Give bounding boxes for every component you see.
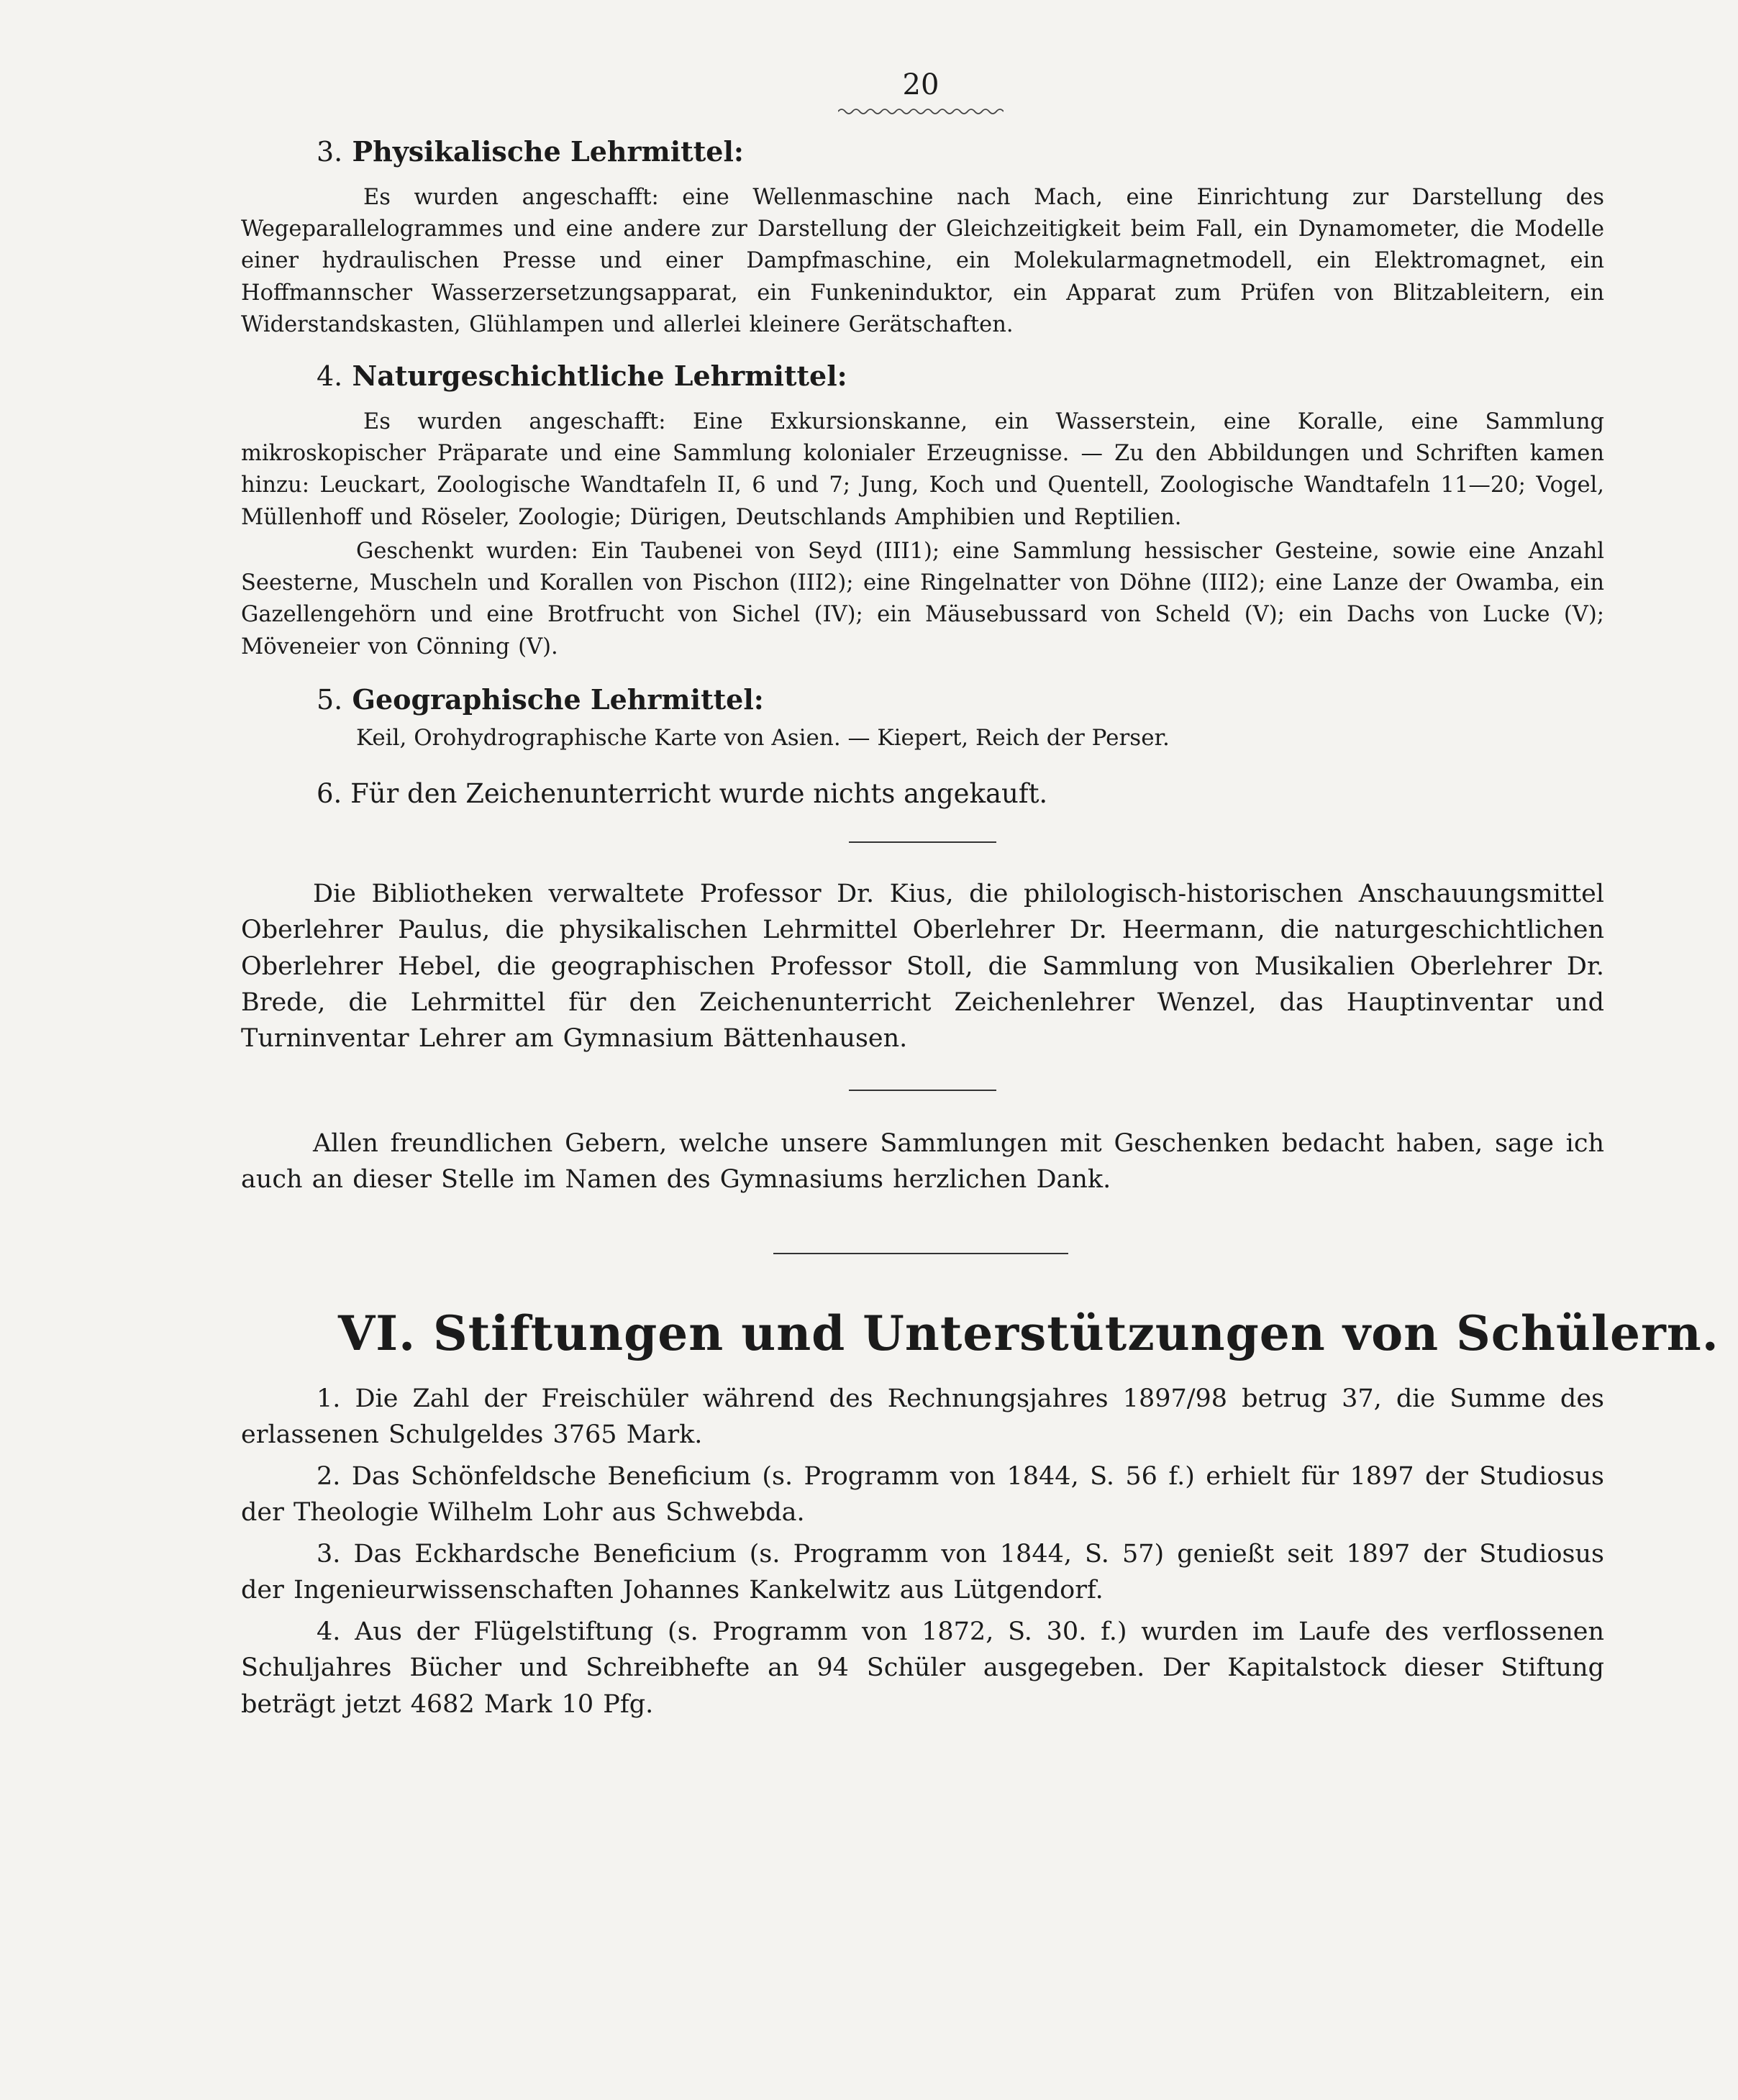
section-vi-item-4: 4. Aus der Flügelstiftung (s. Programm von 1872, S. 30. f.) wurden im Laufe des verflossenen Schuljahres Bücher und Schreibhefte an 94 Schüler ausgegeben. Der Kapitalstock dieser Stiftung beträgt jetzt 4682 Mark 10 Pfg.	[241, 1617, 1604, 1719]
section-3-text: Es wurden angeschafft: eine Wellenmaschine nach Mach, eine Einrichtung zur Darstellung des Wegeparallelogrammes und eine andere zur Darstellung der Gleichzeitigkeit beim Fall, ein Dynamometer, die Modelle einer hydraulischen Presse und einer Dampfmaschine, ein Molekularmagnetmodell, ein Elektromagnet, ein Hoffmannscher Wasserzersetzungsapparat, ein Funkeninduktor, ein Apparat zum Prüfen von Blitzableitern, ein Widerstandskasten, Glühlampen und allerlei kleinere Gerätschaften.	[241, 185, 1604, 337]
section-6-number: 6.	[317, 778, 342, 809]
section-4-number: 4.	[317, 360, 343, 392]
section-3-heading	[317, 135, 744, 168]
divider-short-2	[849, 1090, 996, 1091]
section-3-number: 3.	[317, 136, 343, 168]
section-vi-item-3: 3. Das Eckhardsche Beneficium (s. Programm von 1844, S. 57) genießt seit 1897 der Studiosus der Ingenieurwissenschaften Johannes Kankelwitz aus Lütgendorf.	[241, 1540, 1604, 1605]
section-6-line	[317, 778, 1047, 809]
section-6-text: Für den Zeichenunterricht wurde nichts angekauft.	[350, 778, 1048, 809]
section-vi-title: VI. Stiftungen und Unterstützungen von Schülern.	[338, 1305, 1719, 1361]
section-4-donated-text: Geschenkt wurden: Ein Taubenei von Seyd (III1); eine Sammlung hessischer Gesteine, sowie eine Anzahl Seesterne, Muscheln und Korallen von Pischon (III2); eine Ringelnatter von Döhne (III2); eine Lanze der Owamba, ein Gazellengehörn und eine Brotfrucht von Sichel (IV); ein Mäusebussard von Scheld (V); ein Dachs von Lucke (V); Möveneier von Cönning (V).	[241, 539, 1604, 659]
divider-section	[773, 1253, 1068, 1254]
section-vi-item-1: 1. Die Zahl der Freischüler während des Rechnungsjahres 1897/98 betrug 37, die Summe des erlassenen Schulgeldes 3765 Mark.	[241, 1384, 1604, 1450]
section-5-number: 5.	[317, 684, 343, 716]
section-4-heading	[317, 360, 847, 392]
divider-short-1	[849, 841, 996, 843]
section-5-heading	[317, 683, 764, 716]
section-3-title: Physikalische Lehrmittel:	[352, 135, 744, 168]
section-4-title: Naturgeschichtliche Lehrmittel:	[352, 360, 847, 392]
thanks-paragraph: Allen freundlichen Gebern, welche unsere Sammlungen mit Geschenken bedacht haben, sage ich auch an dieser Stelle im Namen des Gymnasiums herzlichen Dank.	[241, 1129, 1604, 1195]
section-vi-item-2: 2. Das Schönfeldsche Beneficium (s. Programm von 1844, S. 56 f.) erhielt für 1897 der Studiosus der Theologie Wilhelm Lohr aus Schwebda.	[241, 1462, 1604, 1528]
page-number-ornament	[838, 106, 1004, 117]
administration-paragraph: Die Bibliotheken verwaltete Professor Dr. Kius, die philologisch-historischen Anschauungsmittel Oberlehrer Paulus, die physikalischen Lehrmittel Oberlehrer Dr. Heermann, die naturgeschichtlichen Oberlehrer Hebel, die geographischen Professor Stoll, die Sammlung von Musikalien Oberlehrer Dr. Brede, die Lehrmittel für den Zeichenunterricht Zeichenlehrer Wenzel, das Hauptinventar und Turninventar Lehrer am Gymnasium Bättenhausen.	[241, 880, 1604, 1054]
section-5-text: Keil, Orohydrographische Karte von Asien. — Kiepert, Reich der Perser.	[356, 725, 1170, 751]
page-number: 20	[902, 68, 939, 101]
section-5-title: Geographische Lehrmittel:	[352, 683, 764, 716]
section-4-acquired-text: Es wurden angeschafft: Eine Exkursionskanne, ein Wasserstein, eine Koralle, eine Sammlung mikroskopischer Präparate und eine Sammlung kolonialer Erzeugnisse. — Zu den Abbildungen und Schriften kamen hinzu: Leuckart, Zoologische Wandtafeln II, 6 und 7; Jung, Koch und Quentell, Zoologische Wandtafeln 11—20; Vogel, Müllenhoff und Röseler, Zoologie; Dürigen, Deutschlands Amphibien und Reptilien.	[241, 409, 1604, 530]
